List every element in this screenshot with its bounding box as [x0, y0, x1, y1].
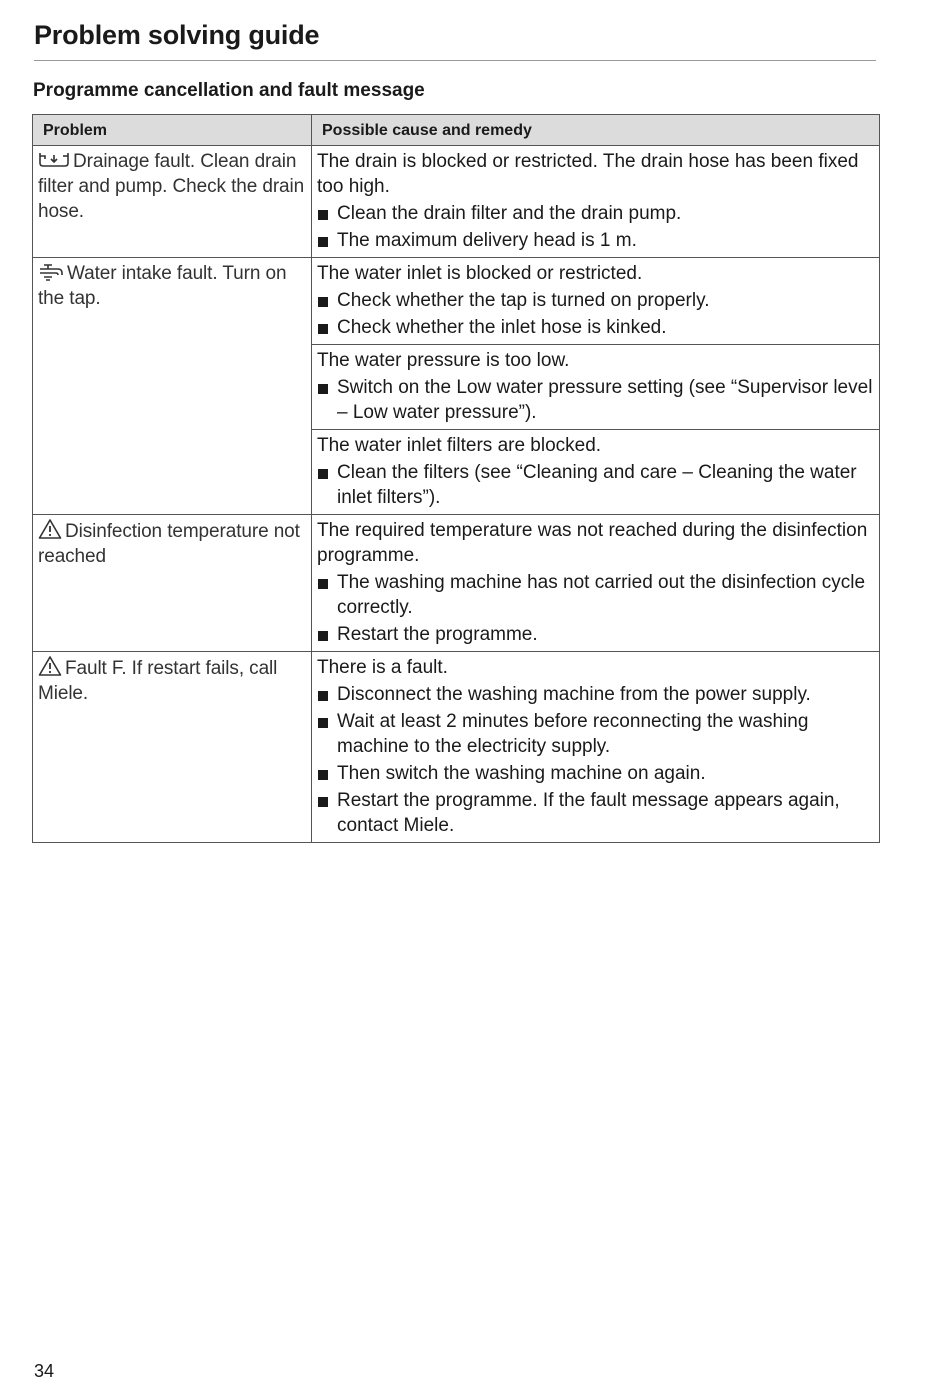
problem-cell	[33, 652, 312, 843]
problem-cell	[33, 515, 312, 652]
table-row	[33, 652, 880, 843]
problem-text: Drainage fault. Clean drain filter and pump. Check the drain hose.	[38, 151, 305, 222]
title-divider	[34, 60, 876, 61]
remedy-item: The maximum delivery head is 1 m.	[317, 228, 874, 253]
cause-lead: There is a fault.	[317, 657, 448, 678]
cause-lead: The water inlet is blocked or restricted.	[317, 263, 643, 284]
cause-cell	[312, 652, 880, 843]
cause-lead: The required temperature was not reached during the disinfection programme.	[317, 520, 868, 566]
fault-table	[32, 114, 880, 843]
problem-cell	[33, 146, 312, 258]
problem-text: Water intake fault. Turn on the tap.	[38, 263, 287, 309]
remedy-item: Clean the drain filter and the drain pump.	[317, 201, 874, 226]
warning-icon	[38, 518, 62, 540]
page-title: Problem solving guide	[34, 20, 320, 50]
remedy-item: Wait at least 2 minutes before reconnecting the washing machine to the electricity supply.	[317, 709, 874, 759]
remedy-item: Restart the programme.	[317, 622, 874, 647]
problem-cell	[33, 258, 312, 515]
cause-lead: The drain is blocked or restricted. The drain hose has been fixed too high.	[317, 151, 859, 197]
cause-cell	[312, 345, 880, 430]
problem-text: Disinfection temperature not reached	[38, 521, 300, 567]
remedy-item: Restart the programme. If the fault message appears again, contact Miele.	[317, 788, 874, 838]
remedy-item: Disconnect the washing machine from the power supply.	[317, 682, 874, 707]
cause-cell	[312, 258, 880, 345]
table-row	[33, 258, 880, 345]
remedy-item: Then switch the washing machine on again.	[317, 761, 874, 786]
table-header-row	[33, 115, 880, 146]
remedy-item: The washing machine has not carried out the disinfection cycle correctly.	[317, 570, 874, 620]
remedy-item: Check whether the inlet hose is kinked.	[317, 315, 874, 340]
column-header-cause: Possible cause and remedy	[312, 115, 880, 146]
tap-icon	[38, 262, 64, 282]
table-row	[33, 146, 880, 258]
cause-lead: The water pressure is too low.	[317, 350, 570, 371]
table-row	[33, 515, 880, 652]
remedy-item: Switch on the Low water pressure setting (see “Supervisor level – Low water pressure”).	[317, 375, 874, 425]
cause-cell	[312, 146, 880, 258]
warning-icon	[38, 655, 62, 677]
problem-text: Fault F. If restart fails, call Miele.	[38, 658, 278, 704]
section-title: Programme cancellation and fault message	[33, 80, 425, 101]
page-number: 34	[34, 1361, 55, 1381]
remedy-item: Check whether the tap is turned on properly.	[317, 288, 874, 313]
cause-lead: The water inlet filters are blocked.	[317, 435, 602, 456]
remedy-item: Clean the filters (see “Cleaning and care – Cleaning the water inlet filters”).	[317, 460, 874, 510]
drain-icon	[38, 150, 70, 170]
cause-cell	[312, 430, 880, 515]
column-header-problem: Problem	[33, 115, 312, 146]
cause-cell	[312, 515, 880, 652]
